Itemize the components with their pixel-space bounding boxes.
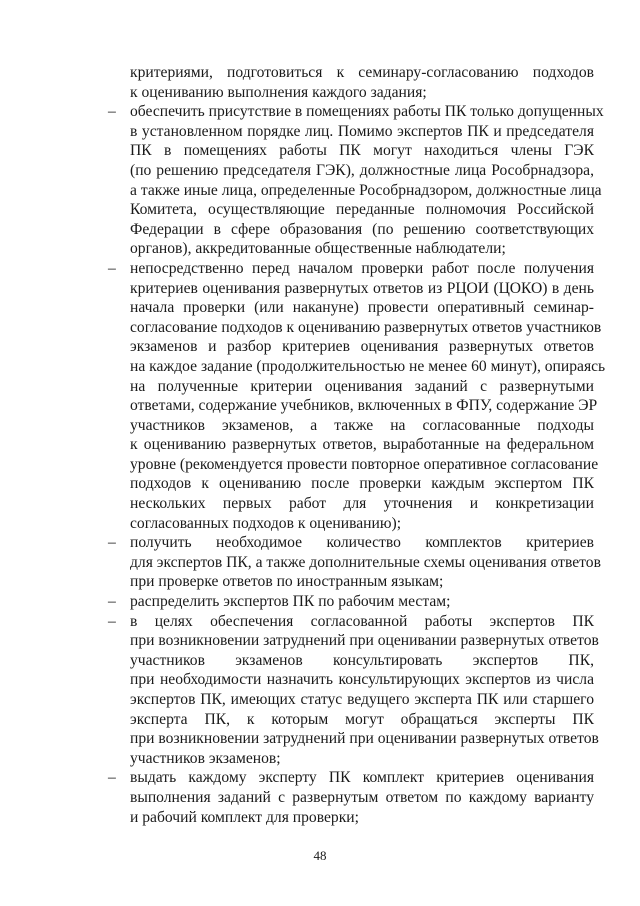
bullet-dash: –	[108, 103, 116, 121]
text-line	[108, 298, 594, 318]
text-line	[108, 318, 602, 338]
line-text: обеспечить присутствие в помещениях работы ПК только допущенных	[130, 103, 604, 121]
line-text: непосредственно перед началом проверки работ после получения	[130, 259, 594, 277]
line-text: эксперта ПК, к которым могут обращаться эксперты ПК	[130, 710, 594, 728]
text-line	[108, 494, 594, 514]
line-text: выполнения заданий с развернутым ответом по каждому варианту	[130, 788, 594, 806]
text-line	[108, 377, 594, 397]
bullet-line	[108, 592, 594, 612]
line-text: на каждое задание (продолжительностью не менее 60 минут), опираясь	[130, 357, 606, 375]
text-line	[108, 396, 598, 416]
line-text: согласованных подходов к оцениванию);	[130, 514, 402, 532]
bullet-line	[108, 259, 594, 279]
text-line	[108, 788, 594, 808]
line-text: участников экзаменов, а также на согласованные подходы	[130, 416, 594, 434]
line-text: для экспертов ПК, а также дополнительные схемы оценивания ответов	[130, 553, 601, 571]
line-text: ответами, содержание учебников, включенных в ФПУ, содержание ЭР	[130, 397, 598, 415]
text-line	[108, 670, 594, 690]
text-line	[108, 749, 594, 769]
text-line	[108, 416, 594, 436]
text-line	[108, 553, 601, 573]
line-text: и рабочий комплект для проверки;	[130, 808, 359, 826]
bullet-dash: –	[108, 612, 116, 630]
text-line	[108, 435, 594, 455]
text-line	[108, 808, 594, 828]
text-line	[108, 474, 594, 494]
text-line	[108, 279, 594, 299]
line-text: к оцениванию развернутых ответов, выработанные на федеральном	[130, 436, 594, 454]
text-line	[108, 631, 599, 651]
line-text: критериями, подготовиться к семинару-согласованию подходов	[130, 64, 594, 81]
line-text: уровне (рекомендуется провести повторное оперативное согласование	[130, 455, 599, 473]
bullet-line	[108, 533, 594, 553]
line-text: при необходимости назначить консультирующих экспертов из числа	[130, 671, 594, 689]
text-line	[108, 181, 602, 201]
text-line	[108, 141, 594, 161]
text-line	[108, 572, 594, 592]
line-text: при проверке ответов по иностранным языкам;	[130, 573, 444, 591]
text-line	[108, 690, 594, 710]
line-text: органов), аккредитованные общественные наблюдатели;	[130, 240, 506, 258]
bullet-dash: –	[108, 534, 116, 552]
page-number: 48	[313, 848, 327, 863]
line-text: в целях обеспечения согласованной работы экспертов ПК	[130, 612, 594, 630]
line-text: при возникновении затруднений при оценивании развернутых ответов	[130, 632, 599, 650]
text-line	[108, 729, 599, 749]
line-text: экспертов ПК, имеющих статус ведущего эксперта ПК или старшего	[130, 691, 594, 708]
line-text: выдать каждому эксперту ПК комплект критериев оценивания	[130, 769, 594, 787]
line-text: Федерации в сфере образования (по решению соответствующих	[130, 220, 594, 238]
line-text: критериев оценивания развернутых ответов из РЦОИ (ЦОКО) в день	[130, 279, 594, 297]
line-text: в установленном порядке лиц. Помимо экспертов ПК и председателя	[130, 122, 594, 140]
bullet-line	[108, 102, 604, 122]
bullet-dash: –	[108, 259, 116, 277]
text-line	[108, 357, 606, 377]
bullet-dash: –	[108, 769, 116, 787]
bullet-line	[108, 768, 594, 788]
line-text: при возникновении затруднений при оценивании развернутых ответов	[130, 730, 599, 748]
text-line	[108, 63, 594, 83]
line-text: участников экзаменов консультировать экспертов ПК,	[130, 651, 594, 669]
text-line	[108, 200, 594, 220]
line-text: согласование подходов к оцениванию развернутых ответов участников	[130, 318, 602, 336]
line-text: участников экзаменов;	[130, 749, 281, 767]
text-line	[108, 220, 594, 240]
text-line	[108, 83, 594, 103]
line-text: (по решению председателя ГЭК), должностные лица Рособрнадзора,	[130, 161, 594, 179]
text-line	[108, 337, 594, 357]
text-line	[108, 161, 594, 181]
line-text: Комитета, осуществляющие переданные полномочия Российской	[130, 201, 594, 219]
document-body	[108, 63, 606, 827]
text-line	[108, 710, 594, 730]
line-text: на полученные критерии оценивания заданий с развернутыми	[130, 377, 594, 395]
line-text: подходов к оцениванию после проверки каждым экспертом ПК	[130, 475, 594, 493]
bullet-dash: –	[108, 593, 116, 611]
text-line	[108, 514, 594, 534]
line-text: а также иные лица, определенные Рособрнадзором, должностные лица	[130, 181, 602, 199]
text-line	[108, 122, 594, 142]
line-text: начала проверки (или накануне) провести оперативный семинар-	[130, 299, 594, 317]
text-line	[108, 455, 599, 475]
line-text: экзаменов и разбор критериев оценивания развернутых ответов	[130, 338, 594, 356]
text-line	[108, 651, 594, 671]
line-text: распределить экспертов ПК по рабочим местам;	[130, 593, 451, 611]
line-text: к оцениванию выполнения каждого задания;	[130, 83, 427, 101]
line-text: ПК в помещениях работы ПК могут находиться члены ГЭК	[130, 142, 594, 160]
text-line	[108, 239, 594, 259]
line-text: нескольких первых работ для уточнения и конкретизации	[130, 495, 594, 513]
line-text: получить необходимое количество комплектов критериев	[130, 534, 594, 552]
bullet-line	[108, 612, 594, 632]
